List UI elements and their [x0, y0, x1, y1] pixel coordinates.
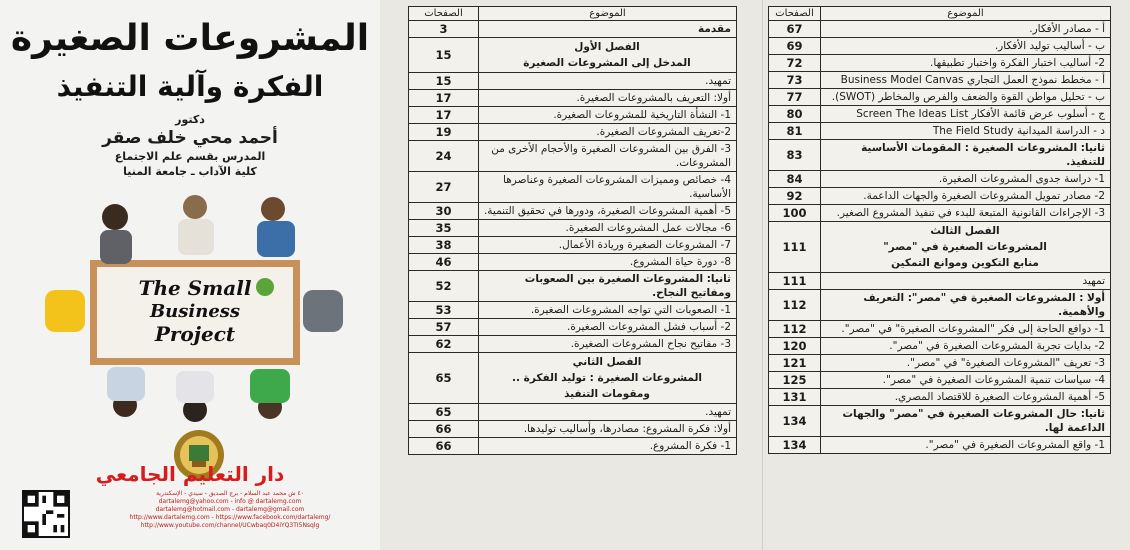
illustration-text-line2: Business	[149, 301, 241, 322]
toc-page-cell: 81	[769, 123, 821, 140]
toc-row	[769, 222, 1111, 273]
toc-topic-cell: 3- الفرق بين المشروعات الصغيرة والأحجام الأخرى من المشروعات.	[479, 141, 737, 172]
toc-row	[769, 290, 1111, 321]
toc-topic-cell: أ - مخطط نموذج العمل التجاري Business Model Canvas	[821, 72, 1111, 89]
toc-topic-line: ومقومات التنفيذ	[564, 388, 650, 400]
publisher-contact-line: http://www.youtube.com/channel/UCwbaq0D4iYQ3TI5Nsqlg	[140, 522, 320, 529]
author-prefix: دكتور	[175, 113, 205, 126]
toc-row	[769, 437, 1111, 454]
toc-page-cell: 35	[409, 220, 479, 237]
publisher-contact-line: dartalemg@hotmail.com - dartalemg@gmail.com	[155, 506, 305, 513]
toc-topic-cell: 2- أسباب فشل المشروعات الصغيرة.	[479, 319, 737, 336]
person-figure	[257, 221, 295, 257]
toc-topic-cell: 1- النشأة التاريخية للمشروعات الصغيرة.	[479, 107, 737, 124]
toc-row	[409, 438, 737, 455]
toc-row	[769, 171, 1111, 188]
toc-page-cell: 15	[409, 73, 479, 90]
toc-header-page: الصفحات	[409, 7, 479, 21]
toc-topic-cell: تمهيد.	[479, 73, 737, 90]
toc-page-right	[762, 0, 1130, 550]
toc-header-topic: الموضوع	[479, 7, 737, 21]
toc-topic-cell: 3- تعريف "المشروعات الصغيرة" في "مصر".	[821, 355, 1111, 372]
toc-row	[409, 319, 737, 336]
toc-row	[409, 336, 737, 353]
person-figure	[261, 197, 285, 221]
toc-page-cell: 24	[409, 141, 479, 172]
person-figure	[100, 230, 132, 264]
toc-page-cell: 125	[769, 372, 821, 389]
toc-row	[409, 124, 737, 141]
toc-page-cell: 57	[409, 319, 479, 336]
toc-topic-cell: 2-تعريف المشروعات الصغيرة.	[479, 124, 737, 141]
author-affiliation: كلية الآداب ـ جامعة المنيا	[123, 165, 257, 178]
toc-page-cell: 46	[409, 254, 479, 271]
toc-row	[769, 372, 1111, 389]
toc-topic-cell: أولا: التعريف بالمشروعات الصغيرة.	[479, 90, 737, 107]
toc-row	[409, 172, 737, 203]
toc-page-cell: 62	[409, 336, 479, 353]
author-name: أحمد محي خلف صقر	[102, 128, 278, 148]
toc-topic-line: الفصل الثالث	[930, 225, 1000, 237]
toc-page-cell: 83	[769, 140, 821, 171]
toc-page-cell: 65	[409, 404, 479, 421]
toc-topic-cell: 1- فكرة المشروع.	[479, 438, 737, 455]
toc-header-topic: الموضوع	[821, 7, 1111, 21]
toc-page-cell: 111	[769, 273, 821, 290]
toc-page-cell: 15	[409, 38, 479, 73]
toc-topic-cell: 5- أهمية المشروعات الصغيرة، ودورها في تحقيق التنمية.	[479, 203, 737, 220]
person-figure	[183, 195, 207, 219]
toc-topic-cell: ثانيا: المشروعات الصغيرة : المقومات الأساسية للتنفيذ.	[821, 140, 1111, 171]
toc-page-cell: 38	[409, 237, 479, 254]
toc-topic-line: المشروعات الصغيرة في "مصر"	[883, 241, 1047, 253]
toc-page-cell: 66	[409, 438, 479, 455]
toc-row	[769, 389, 1111, 406]
toc-topic-cell: 5- أهمية المشروعات الصغيرة للاقتصاد المصري.	[821, 389, 1111, 406]
toc-row	[769, 406, 1111, 437]
toc-row	[409, 90, 737, 107]
cover-illustration	[45, 195, 345, 425]
toc-page-cell: 134	[769, 437, 821, 454]
toc-row	[409, 254, 737, 271]
toc-page-cell: 65	[409, 353, 479, 404]
person-figure	[107, 367, 145, 401]
toc-page-cell: 92	[769, 188, 821, 205]
toc-topic-cell: تمهيد.	[479, 404, 737, 421]
toc-topic-cell: مقدمة	[479, 21, 737, 38]
toc-page-cell: 27	[409, 172, 479, 203]
toc-page-cell: 111	[769, 222, 821, 273]
toc-topic-cell: ب - أساليب توليد الأفكار.	[821, 38, 1111, 55]
toc-row	[769, 106, 1111, 123]
toc-row	[409, 220, 737, 237]
person-figure	[45, 290, 85, 332]
toc-row	[769, 273, 1111, 290]
toc-page-cell: 3	[409, 21, 479, 38]
publisher-contact-line: ٤٠ ش محمد عبد السلام - برج الصديق - سيدي - الإسكندرية	[156, 490, 304, 497]
toc-row	[769, 72, 1111, 89]
toc-page-cell: 121	[769, 355, 821, 372]
toc-row	[409, 404, 737, 421]
toc-row	[409, 203, 737, 220]
toc-topic-cell: 6- مجالات عمل المشروعات الصغيرة.	[479, 220, 737, 237]
toc-header-page: الصفحات	[769, 7, 821, 21]
person-figure	[178, 219, 214, 255]
person-figure	[250, 369, 290, 403]
toc-page-cell: 112	[769, 321, 821, 338]
toc-row	[769, 205, 1111, 222]
toc-row	[409, 38, 737, 73]
toc-topic-cell: 8- دورة حياة المشروع.	[479, 254, 737, 271]
toc-topic-cell: 3- مفاتيح نجاح المشروعات الصغيرة.	[479, 336, 737, 353]
toc-row	[769, 21, 1111, 38]
toc-page-cell: 112	[769, 290, 821, 321]
toc-topic-cell: أولا: فكرة المشروع: مصادرها، وأساليب توليدها.	[479, 421, 737, 438]
toc-topic-cell: أ - مصادر الأفكار.	[821, 21, 1111, 38]
toc-row	[769, 89, 1111, 106]
toc-page-cell: 69	[769, 38, 821, 55]
plant-decoration	[256, 278, 274, 296]
toc-page-cell: 17	[409, 107, 479, 124]
toc-topic-cell: 1- دوافع الحاجة إلى فكر "المشروعات الصغيرة" في "مصر".	[821, 321, 1111, 338]
toc-page-cell: 19	[409, 124, 479, 141]
publisher-contact-line: http://www.dartalemg.com - https://www.facebook.com/dartalemg/	[129, 514, 331, 521]
toc-topic-line: منابع التكوين وموانع التمكين	[891, 257, 1039, 269]
toc-page-cell: 52	[409, 271, 479, 302]
toc-topic-line: الفصل الأول	[574, 41, 640, 53]
toc-topic-cell: ثانيا: المشروعات الصغيرة بين الصعوبات ومفاتيح النجاح.	[479, 271, 737, 302]
toc-topic-cell: 2- مصادر تمويل المشروعات الصغيرة والجهات الداعمة.	[821, 188, 1111, 205]
toc-page-cell: 84	[769, 171, 821, 188]
publisher-name: دار التعليم الجامعي	[95, 462, 285, 486]
toc-page-cell: 30	[409, 203, 479, 220]
book-cover	[0, 0, 380, 550]
toc-row	[769, 321, 1111, 338]
toc-row	[769, 140, 1111, 171]
toc-page-left	[380, 0, 762, 550]
toc-topic-line: الفصل الثاني	[572, 356, 642, 368]
author-role: المدرس بقسم علم الاجتماع	[114, 150, 266, 163]
author-block	[20, 112, 360, 179]
toc-row	[409, 271, 737, 302]
person-figure	[102, 204, 128, 230]
toc-page-cell: 80	[769, 106, 821, 123]
toc-topic-line: المشروعات الصغيرة : توليد الفكرة ..	[511, 372, 703, 384]
toc-page-cell: 73	[769, 72, 821, 89]
toc-row	[409, 141, 737, 172]
toc-page-cell: 120	[769, 338, 821, 355]
toc-topic-cell: 4- سياسات تنمية المشروعات الصغيرة في "مصر".	[821, 372, 1111, 389]
toc-row	[769, 55, 1111, 72]
toc-page-cell: 53	[409, 302, 479, 319]
toc-row	[409, 302, 737, 319]
publisher-contact-line: dartalemg@yahoo.com - info @ dartalemg.com	[158, 498, 302, 505]
toc-row	[409, 421, 737, 438]
toc-page-cell: 100	[769, 205, 821, 222]
illustration-text-line1: The Small	[138, 276, 252, 300]
toc-table-left	[408, 6, 737, 455]
person-figure	[303, 290, 343, 332]
toc-topic-cell	[479, 38, 737, 73]
person-figure	[176, 371, 214, 403]
toc-topic-cell: ب - تحليل مواطن القوة والضعف والفرص والمخاطر (SWOT).	[821, 89, 1111, 106]
toc-topic-cell: 1- دراسة جدوى المشروعات الصغيرة.	[821, 171, 1111, 188]
toc-topic-cell: ثانيا: حال المشروعات الصغيرة في "مصر" والجهات الداعمة لها.	[821, 406, 1111, 437]
toc-body-left	[409, 21, 737, 455]
toc-row	[769, 38, 1111, 55]
toc-topic-cell: تمهيد	[821, 273, 1111, 290]
toc-row	[769, 123, 1111, 140]
toc-topic-line: المدخل إلى المشروعات الصغيرة	[523, 57, 691, 69]
toc-row	[769, 338, 1111, 355]
toc-topic-cell: 1- الصعوبات التي تواجه المشروعات الصغيرة.	[479, 302, 737, 319]
toc-topic-cell	[479, 353, 737, 404]
toc-row	[409, 21, 737, 38]
cover-subtitle: الفكرة وآلية التنفيذ	[56, 70, 324, 103]
toc-page-cell: 17	[409, 90, 479, 107]
toc-topic-cell: د - الدراسة الميدانية The Field Study	[821, 123, 1111, 140]
illustration-text-line3: Project	[154, 322, 236, 346]
toc-topic-cell: 4- خصائص ومميزات المشروعات الصغيرة وعناصرها الأساسية.	[479, 172, 737, 203]
toc-page-cell: 72	[769, 55, 821, 72]
toc-row	[409, 107, 737, 124]
toc-row	[409, 237, 737, 254]
toc-row	[409, 73, 737, 90]
toc-page-cell: 131	[769, 389, 821, 406]
publisher-contact	[95, 490, 365, 530]
toc-topic-cell	[821, 222, 1111, 273]
toc-page-cell: 67	[769, 21, 821, 38]
toc-table-right	[768, 6, 1111, 454]
toc-page-cell: 77	[769, 89, 821, 106]
toc-topic-cell: 7- المشروعات الصغيرة وريادة الأعمال.	[479, 237, 737, 254]
toc-body-right	[769, 21, 1111, 454]
toc-topic-cell: أولا : المشروعات الصغيرة في "مصر": التعريف والأهمية.	[821, 290, 1111, 321]
toc-page-cell: 66	[409, 421, 479, 438]
toc-topic-cell: 2- أساليب اختبار الفكرة واختبار تطبيقها.	[821, 55, 1111, 72]
cover-title: المشروعات الصغيرة	[10, 18, 370, 59]
toc-topic-cell: 1- واقع المشروعات الصغيرة في "مصر".	[821, 437, 1111, 454]
toc-topic-cell: ج - أسلوب عرض قائمة الأفكار Screen The Ideas List	[821, 106, 1111, 123]
qr-code-icon	[22, 490, 70, 538]
toc-row	[769, 188, 1111, 205]
toc-topic-cell: 3- الإجراءات القانونية المتبعة للبدء في تنفيذ المشروع الصغير.	[821, 205, 1111, 222]
toc-row	[769, 355, 1111, 372]
toc-topic-cell: 2- بدايات تجربة المشروعات الصغيرة في "مصر".	[821, 338, 1111, 355]
toc-page-cell: 134	[769, 406, 821, 437]
toc-row	[409, 353, 737, 404]
